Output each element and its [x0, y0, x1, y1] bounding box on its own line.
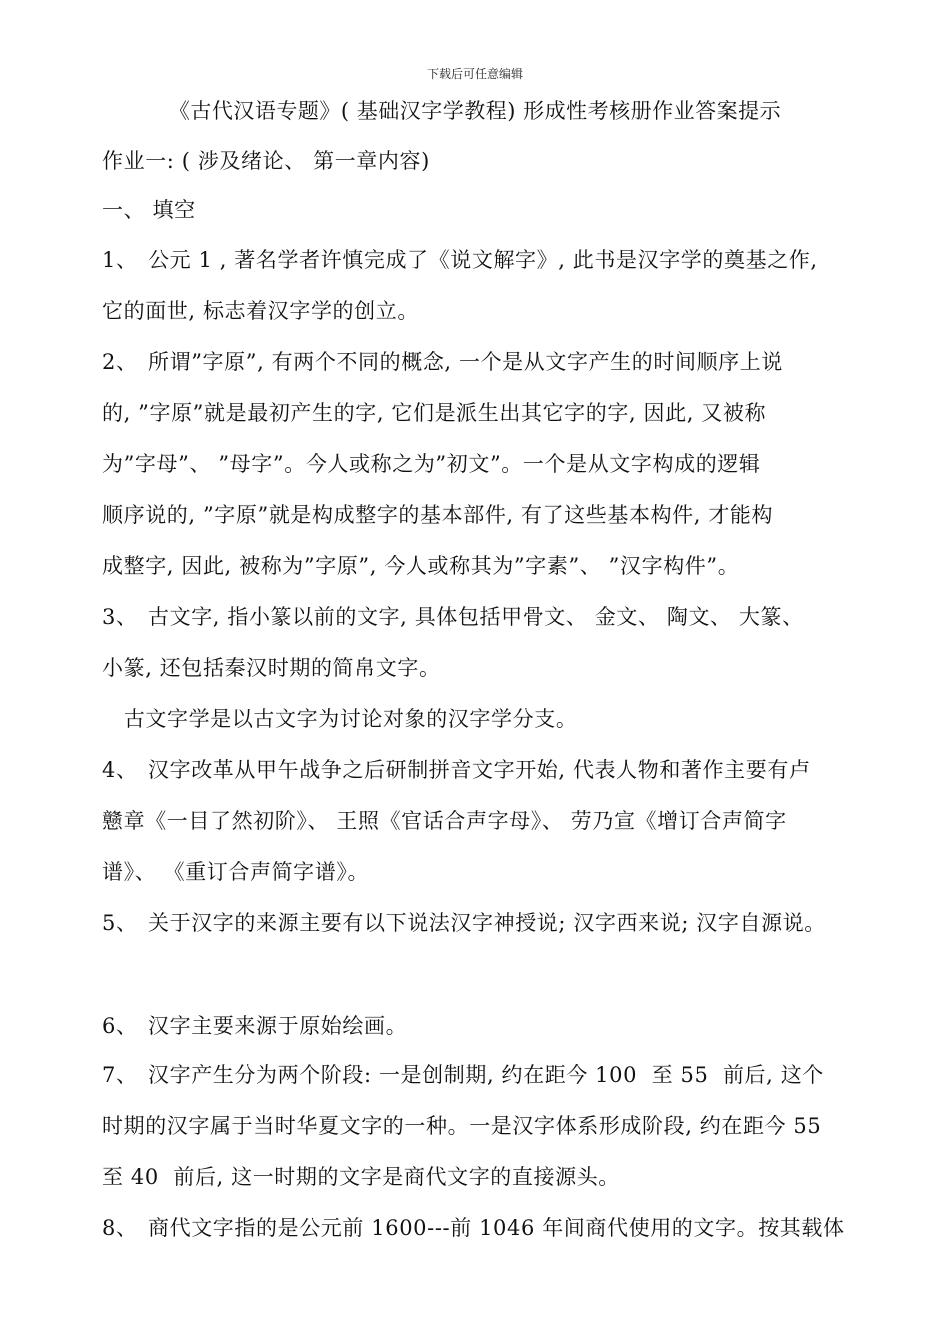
section-heading: 一、 填空	[102, 198, 196, 222]
paragraph-line	[102, 295, 419, 325]
line-text: 古文字, 指小篆以前的文字, 具体包括甲骨文、 金文、 陶文、 大篆、	[148, 605, 804, 629]
item-number: 7、	[102, 1063, 138, 1087]
line-text: 商代文字指的是公元前 1600---前 1046 年间商代使用的文字。按其载体	[148, 1216, 845, 1240]
assignment-heading: 作业一: ( 涉及绪论、 第一章内容)	[102, 149, 430, 173]
paragraph-line	[102, 346, 783, 376]
line-text: 的, ”字原”就是最初产生的字, 它们是派生出其它字的字, 因此, 又被称	[102, 401, 767, 425]
document-title: 《古代汉语专题》( 基础汉字学教程) 形成性考核册作业答案提示	[168, 99, 782, 123]
line-text: 汉字产生分为两个阶段: 一是创制期, 约在距今 100 至 55 前后, 这个	[148, 1063, 824, 1087]
paragraph-line	[102, 1010, 407, 1040]
header-note: 下载后可任意编辑	[426, 67, 523, 81]
paragraph-line	[102, 1161, 620, 1191]
paragraph-line	[102, 703, 577, 733]
paragraph-line	[102, 601, 804, 631]
line-text: 成整字, 因此, 被称为”字原”, 今人或称其为”字素”、 ”汉字构件”。	[102, 554, 740, 578]
paragraph-line	[102, 397, 766, 427]
line-text: 它的面世, 标志着汉字学的创立。	[102, 299, 419, 323]
line-text: 汉字改革从甲午战争之后研制拼音文字开始, 代表人物和著作主要有卢	[148, 758, 811, 782]
paragraph-line	[102, 550, 739, 580]
item-number: 5、	[102, 911, 138, 935]
line-text: 古文字学是以古文字为讨论对象的汉字学分支。	[102, 707, 578, 731]
item-number: 6、	[102, 1014, 138, 1038]
item-number: 2、	[102, 350, 138, 374]
item-number: 8、	[102, 1216, 138, 1240]
line-text: 戆章《一目了然初阶》、 王照《官话合声字母》、 劳乃宣《增订合声简字	[102, 809, 787, 833]
line-text: 顺序说的, ”字原”就是构成整字的基本部件, 有了这些基本构件, 才能构	[102, 503, 774, 527]
paragraph-line	[102, 1212, 845, 1242]
paragraph-line	[102, 1059, 824, 1089]
line-text: 时期的汉字属于当时华夏文字的一种。一是汉字体系形成阶段, 约在距今 55	[102, 1114, 822, 1138]
line-text: 关于汉字的来源主要有以下说法汉字神授说; 汉字西来说; 汉字自源说。	[148, 911, 826, 935]
line-text: 所谓”字原”, 有两个不同的概念, 一个是从文字产生的时间顺序上说	[148, 350, 783, 374]
line-text: 至 40 前后, 这一时期的文字是商代文字的直接源头。	[102, 1165, 620, 1189]
paragraph-line	[102, 652, 441, 682]
paragraph-line	[102, 856, 369, 886]
paragraph-line	[102, 754, 811, 784]
line-text: 小篆, 还包括秦汉时期的简帛文字。	[102, 656, 441, 680]
item-number: 3、	[102, 605, 138, 629]
paragraph-line	[102, 805, 787, 835]
paragraph-line	[102, 1110, 821, 1140]
line-text: 公元 1 , 著名学者许慎完成了《说文解字》, 此书是汉字学的奠基之作,	[148, 248, 818, 272]
item-number: 4、	[102, 758, 138, 782]
line-text: 汉字主要来源于原始绘画。	[148, 1014, 408, 1038]
paragraph-line	[102, 448, 761, 478]
item-number: 1、	[102, 248, 138, 272]
paragraph-line	[102, 499, 773, 529]
paragraph-line	[102, 244, 818, 274]
line-text: 为”字母”、 ”母字”。今人或称之为”初文”。一个是从文字构成的逻辑	[102, 452, 761, 476]
line-text: 谱》、 《重订合声简字谱》。	[102, 860, 370, 884]
paragraph-line	[102, 907, 826, 937]
